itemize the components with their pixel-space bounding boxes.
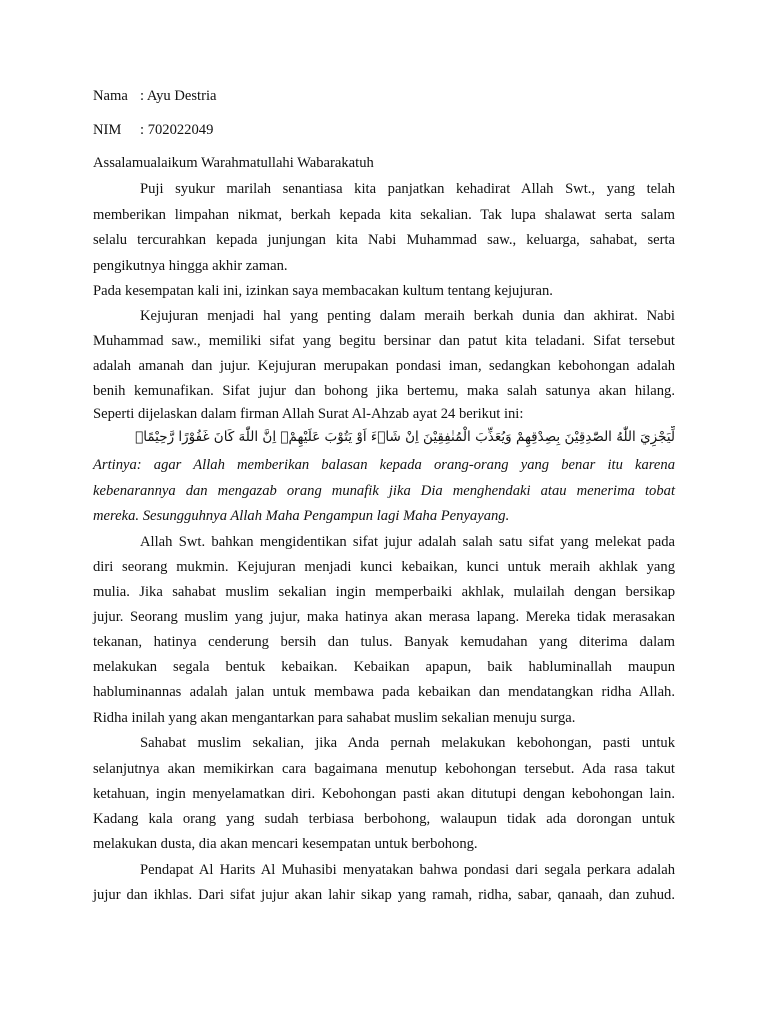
paragraph-line: Ridha inilah yang akan mengantarkan para sahabat muslim sekalian menuju surga. [93,710,576,726]
paragraph-line: diri seorang mukmin. Kejujuran menjadi kunci kebaikan, kunci untuk meraih akhlak yang [93,559,675,575]
paragraph-line: melakukan segala bentuk kebaikan. Kebaikan apapun, baik habluminallah maupun [93,659,675,675]
paragraph-line: habluminannas adalah jalan untuk membawa pada kebaikan dan mendatangkan ridha Allah. [93,684,675,700]
paragraph-line: Pendapat Al Harits Al Muhasibi menyatakan bahwa pondasi dari segala perkara adalah [140,862,675,878]
translation-line: mereka. Sesungguhnya Allah Maha Pengampun lagi Maha Penyayang. [93,508,510,524]
nim-value: : 702022049 [140,122,214,138]
name-label: Nama [93,88,128,104]
paragraph-line: memberikan limpahan nikmat, berkah kepada kita sekalian. Tak lupa shalawat serta salam [93,207,675,223]
paragraph-line: pengikutnya hingga akhir zaman. [93,258,288,274]
nim-label: NIM [93,122,122,138]
paragraph-line: Seperti dijelaskan dalam firman Allah Surat Al-Ahzab ayat 24 berikut ini: [93,406,524,422]
paragraph-line: mulia. Jika sahabat muslim sekalian ingin memperbaiki akhlak, mulailah dengan bersikap [93,584,675,600]
paragraph-line: selalu tercurahkan kepada junjungan kita Nabi Muhammad saw., keluarga, sahabat, serta [93,232,675,248]
greeting: Assalamualaikum Warahmatullahi Wabarakatuh [93,155,374,171]
name-row [93,86,675,106]
nim-row [93,120,675,140]
paragraph-line: Sahabat muslim sekalian, jika Anda pernah melakukan kebohongan, pasti untuk [140,735,675,751]
translation-line: kebenarannya dan mengazab orang munafik jika Dia menghendaki atau menerima tobat [93,483,675,499]
paragraph-line: jujur. Seorang muslim yang jujur, maka hatinya akan merasa lapang. Mereka tidak merasakan [93,609,675,625]
paragraph-line: Kejujuran menjadi hal yang penting dalam meraih berkah dunia dan akhirat. Nabi [140,308,675,324]
arabic-verse: لِّيَجْزِيَ اللّٰهُ الصّٰدِقِيْنَ بِصِدْقِهِمْ وَيُعَذِّبَ الْمُنٰفِقِيْنَ اِنْ شَاۤءَ اَوْ يَتُوْبَ عَلَيْهِمْۗ اِنَّ اللّٰهَ كَانَ غَفُوْرًا رَّحِيْمًاۚ [135,429,675,445]
paragraph-line: ketahuan, ingin menyelamatkan diri. Kebohongan pasti akan ditutupi dengan kebohongan lain. [93,786,675,802]
paragraph-line: adalah amanah dan jujur. Kejujuran merupakan pondasi iman, sedangkan kebohongan adalah [93,358,675,374]
paragraph-line: selanjutnya akan memikirkan cara bagaimana menutup kebohongan tersebut. Ada rasa takut [93,761,675,777]
translation-line: Artinya: agar Allah memberikan balasan kepada orang-orang yang benar itu karena [93,457,675,473]
paragraph-line: Puji syukur marilah senantiasa kita panjatkan kehadirat Allah Swt., yang telah [140,181,675,197]
name-value: : Ayu Destria [140,88,217,104]
intro-line: Pada kesempatan kali ini, izinkan saya membacakan kultum tentang kejujuran. [93,283,553,299]
paragraph-line: jujur dan ikhlas. Dari sifat jujur akan lahir sikap yang ramah, ridha, sabar, qanaah, dan zuhud. [93,887,675,903]
paragraph-line: Kadang kala orang yang sudah terbiasa berbohong, walaupun tidak ada dorongan untuk [93,811,675,827]
paragraph-line: melakukan dusta, dia akan mencari kesempatan untuk berbohong. [93,836,478,852]
paragraph-line: Muhammad saw., memiliki sifat yang begitu bersinar dan patut kita teladani. Sifat tersebut [93,333,675,349]
paragraph-line: benih kemunafikan. Sifat jujur dan bohong jika bertemu, maka salah satunya akan hilang. [93,383,675,399]
paragraph-line: tekanan, hatinya cenderung bersih dan tulus. Banyak kemudahan yang diterima dalam [93,634,675,650]
paragraph-line: Allah Swt. bahkan mengidentikan sifat jujur adalah salah satu sifat yang melekat pada [140,534,675,550]
